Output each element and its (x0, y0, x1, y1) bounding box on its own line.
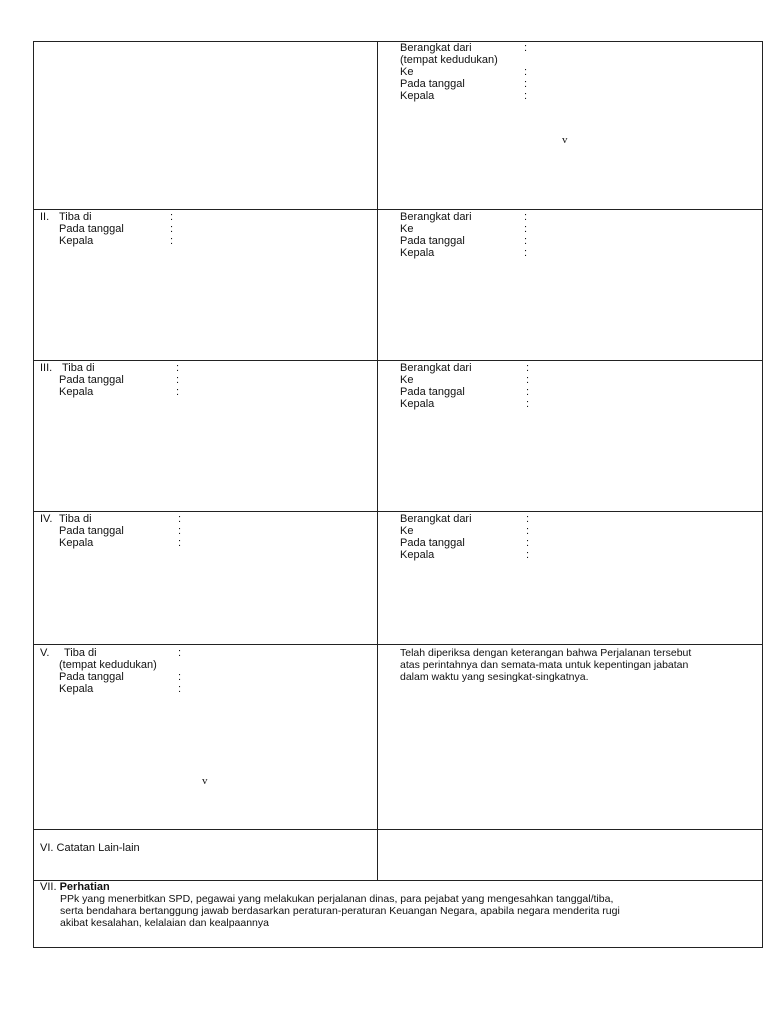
colon: : (526, 374, 530, 386)
tiba-di-label: Tiba di (59, 211, 92, 223)
section-6-right (378, 830, 762, 880)
section-number: V. (40, 647, 50, 659)
colon: : (178, 513, 182, 525)
colon: : (176, 374, 180, 386)
pada-tanggal-label: Pada tanggal (400, 537, 465, 549)
notice-title: Perhatian (59, 881, 110, 893)
colon: : (524, 42, 528, 54)
ke-label: Ke (400, 374, 414, 386)
section-7-notice (34, 881, 762, 947)
pada-tanggal-label: Pada tanggal (400, 386, 465, 398)
colon: : (176, 362, 180, 374)
section-number: II. (40, 211, 50, 223)
travel-document-form (33, 41, 763, 948)
notice-body (60, 893, 752, 929)
colon: : (524, 235, 528, 247)
section-4 (34, 512, 762, 645)
colon: : (170, 211, 174, 223)
kepala-label: Kepala (400, 247, 435, 259)
section-5-left (34, 645, 377, 829)
colon: : (526, 513, 530, 525)
kepala-label: Kepala (400, 90, 435, 102)
colon: : (524, 223, 528, 235)
colon: : (524, 247, 528, 259)
colon: : (524, 90, 528, 102)
pada-tanggal-label: Pada tanggal (59, 374, 124, 386)
colon: : (178, 671, 182, 683)
kepala-label: Kepala (59, 683, 94, 695)
section-1-left (34, 42, 377, 209)
kepala-label: Kepala (400, 549, 435, 561)
kepala-label: Kepala (400, 398, 435, 410)
section-6 (34, 830, 762, 881)
check-mark: v (202, 775, 208, 787)
tempat-kedudukan-label: (tempat kedudukan) (59, 659, 157, 671)
kepala-label: Kepala (59, 537, 94, 549)
section-2-right (378, 210, 762, 360)
colon: : (526, 398, 530, 410)
verification-statement-line-2: atas perintahnya dan semata-mata untuk kepentingan jabatan (400, 659, 689, 671)
notice-heading (40, 881, 110, 893)
notice-line-2: serta bendahara bertanggung jawab berdasarkan peraturan-peraturan Keuangan Negara, apabila negara menderita rugi (60, 905, 620, 917)
section-5 (34, 645, 762, 830)
section-1-right (378, 42, 762, 209)
section-3-right (378, 361, 762, 511)
colon: : (526, 525, 530, 537)
section-3 (34, 361, 762, 512)
ke-label: Ke (400, 223, 414, 235)
colon: : (176, 386, 180, 398)
tiba-di-label: Tiba di (62, 362, 95, 374)
section-number: IV. (40, 513, 53, 525)
section-6-left (34, 830, 377, 880)
colon: : (178, 647, 182, 659)
colon: : (524, 211, 528, 223)
verification-statement-line-3: dalam waktu yang sesingkat-singkatnya. (400, 671, 589, 683)
colon: : (178, 683, 182, 695)
section-3-left (34, 361, 377, 511)
pada-tanggal-label: Pada tanggal (400, 235, 465, 247)
section-2-left (34, 210, 377, 360)
colon: : (178, 537, 182, 549)
colon: : (526, 386, 530, 398)
section-4-left (34, 512, 377, 644)
notice-line-3: akibat kesalahan, kelalaian dan kealpaannya (60, 917, 269, 929)
section-number: III. (40, 362, 53, 374)
kepala-label: Kepala (59, 386, 94, 398)
section-number: VII. (40, 881, 57, 893)
section-5-right (378, 645, 762, 829)
tiba-di-label: Tiba di (59, 513, 92, 525)
tempat-kedudukan-label: (tempat kedudukan) (400, 54, 498, 66)
notice-line-1: PPk yang menerbitkan SPD, pegawai yang melakukan perjalanan dinas, para pejabat yang mengesahkan tanggal/tiba, (60, 893, 614, 905)
colon: : (526, 549, 530, 561)
check-mark: v (562, 134, 568, 146)
berangkat-dari-label: Berangkat dari (400, 42, 472, 54)
pada-tanggal-label: Pada tanggal (400, 78, 465, 90)
section-4-right (378, 512, 762, 644)
pada-tanggal-label: Pada tanggal (59, 671, 124, 683)
colon: : (170, 223, 174, 235)
colon: : (524, 66, 528, 78)
colon: : (170, 235, 174, 247)
catatan-label: VI. Catatan Lain-lain (40, 842, 140, 854)
ke-label: Ke (400, 525, 414, 537)
pada-tanggal-label: Pada tanggal (59, 223, 124, 235)
colon: : (178, 525, 182, 537)
kepala-label: Kepala (59, 235, 94, 247)
berangkat-dari-label: Berangkat dari (400, 362, 472, 374)
tiba-di-label: Tiba di (64, 647, 97, 659)
verification-statement-line-1: Telah diperiksa dengan keterangan bahwa Perjalanan tersebut (400, 647, 692, 659)
berangkat-dari-label: Berangkat dari (400, 513, 472, 525)
berangkat-dari-label: Berangkat dari (400, 211, 472, 223)
section-2 (34, 210, 762, 361)
colon: : (526, 362, 530, 374)
colon: : (526, 537, 530, 549)
pada-tanggal-label: Pada tanggal (59, 525, 124, 537)
ke-label: Ke (400, 66, 414, 78)
colon: : (524, 78, 528, 90)
section-1 (34, 42, 762, 210)
